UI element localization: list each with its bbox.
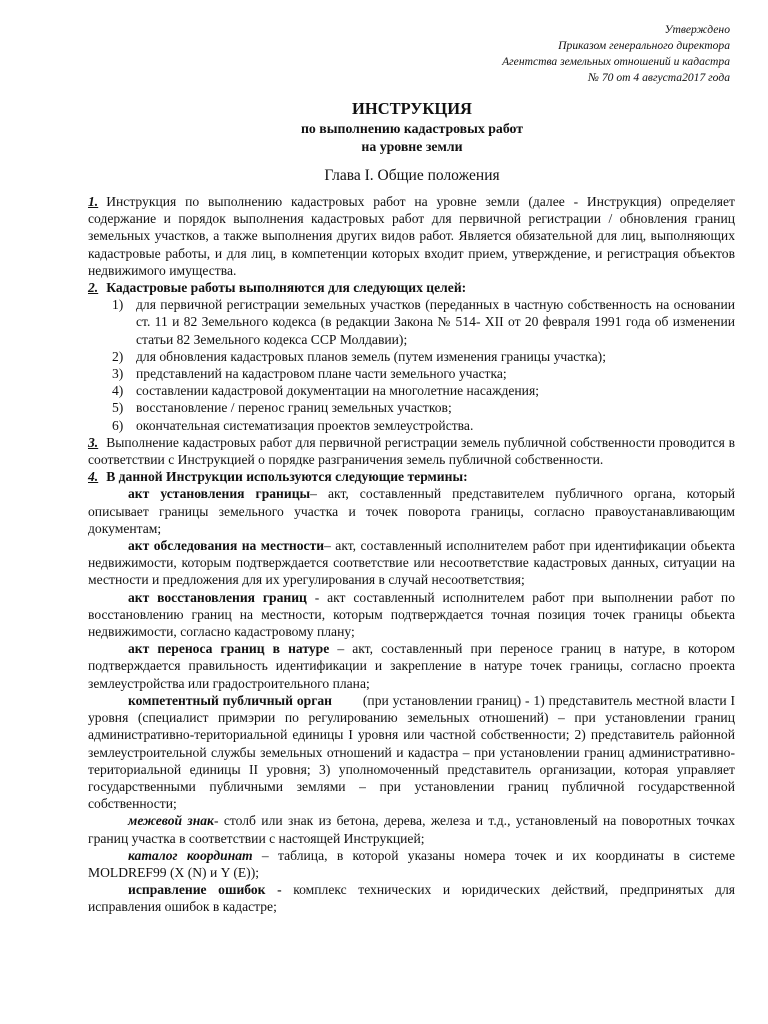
approval-stamp <box>400 22 730 86</box>
list-item <box>88 296 735 348</box>
document-title: ИНСТРУКЦИЯ <box>352 99 472 118</box>
term-definition <box>88 847 735 881</box>
list-item <box>88 399 735 416</box>
list-item-marker: 4) <box>112 383 124 399</box>
term-text: – таблица, в которой указаны номера точек и их координаты в системе MOLDREF99 (X (N) и Y (E)); <box>88 847 735 880</box>
term-text: – акт, составленный исполнителем работ при идентификации обьекта недвижимости, которым подтверждается соответствие или несоответствие кадастровых данных, ситуации на местности и предложения для их урегулирования в случай несоответствия; <box>88 538 735 588</box>
term-definition <box>88 537 735 589</box>
term-name: акт переноса границ в натуре <box>128 641 330 657</box>
paragraph-1-number: 1. <box>88 194 99 209</box>
term-definition <box>88 812 735 846</box>
term-name: акт обследования на местности <box>128 538 325 554</box>
paragraph-4 <box>88 468 735 485</box>
paragraph-3-number: 3. <box>88 434 99 450</box>
list-item-text: составлении кадастровой документации на многолетние насаждения; <box>136 383 539 399</box>
chapter-heading: Глава I. Общие положения <box>324 167 500 184</box>
list-item <box>88 382 735 399</box>
goals-list <box>88 296 735 434</box>
list-item-marker: 2) <box>112 348 124 364</box>
term-definition <box>88 692 739 812</box>
term-text: комплекс технических и юридических действий, предпринятых для исправления ошибок в кадастре; <box>88 882 735 915</box>
list-item-text: для обновления кадастровых планов земель (путем изменения границы участка); <box>136 348 606 364</box>
list-item-marker: 6) <box>112 417 124 433</box>
paragraph-3-text: Выполнение кадастровых работ для первичной регистрации земель публичной собственности проводится в соответствии с Инструкцией о порядке разграничения земель публичной собственности. <box>88 434 735 468</box>
term-name: каталог координат <box>128 847 253 863</box>
term-name: исправление ошибок - <box>128 882 282 898</box>
paragraph-1 <box>88 193 735 279</box>
document-subtitle-1: по выполнению кадастровых работ <box>300 121 524 136</box>
term-text: (при установлении границ) - 1) представитель местной власти I уровня (специалист примэрии по регулированию земельных отношений) – при установлении границ административно-териториальной единицы I уровня или частной собственности; 2) представитель районной землеустроительной службы земельных отношений и кадастра – при установлении границ административно-териториальной единицы II уровня; 3) уполномоченный представитель организации, которая управляет государственными публичными землями – при установлении границ публичной государственной собственности; <box>88 692 739 812</box>
list-item-marker: 5) <box>112 400 124 416</box>
term-definition <box>88 640 735 692</box>
term-text: - акт составленный исполнителем работ при выполнении работ по восстановлению границ на местности, которым подтверждается точная позиция точек границы обьекта недвижимости, согласно кадастровому плану; <box>88 589 736 640</box>
list-item <box>88 365 735 382</box>
term-name: межевой знак <box>128 813 214 829</box>
document-subtitle-2: на уровне земли <box>361 139 463 154</box>
list-item-marker: 3) <box>112 366 124 382</box>
term-definition <box>88 589 735 641</box>
term-text: – акт, составленный представителем публичного органа, который описывает границы земельного участка и точек поворота границы, согласно правоустанавливающим документам; <box>88 486 735 536</box>
term-text: - столб или знак из бетона, дерева, железа и т.д., установленый на поворотных точках границ участка в соответствии с настоящей Инструкцией; <box>88 813 735 846</box>
term-definition <box>88 485 735 537</box>
approval-line-3: Агентства земельных отношений и кадастра <box>502 55 730 68</box>
document-body <box>88 193 739 916</box>
paragraph-2-heading: Кадастровые работы выполняются для следующих целей: <box>106 280 467 296</box>
term-name: акт установления границы <box>128 486 311 502</box>
paragraph-1-text: Инструкция по выполнению кадастровых работ на уровне земли (далее - Инструкция) определяет содержание и порядок выполнения кадастровых работ для первичной регистрации / обновления границ земельных участков, а также выполнения других видов работ. Является обязательной для лиц, выполняющих кадастровые работы, и для лиц, в компетенции которых входит прием, утверждение, и регистрация объектов недвижимого имущества. <box>88 194 735 278</box>
list-item-text: для первичной регистрации земельных участков (переданных в частную собственность на основании ст. 11 и 82 Земельного кодекса (в редакции Закона № 514- XII от 20 февраля 1991 года об изменении статьи 82 Земельного кодекса ССР Молдавии); <box>136 297 735 347</box>
paragraph-4-number: 4. <box>88 469 99 485</box>
list-item-text: окончательная систематизация проектов землеустройства. <box>136 417 474 433</box>
list-item <box>88 417 735 434</box>
paragraph-2-number: 2. <box>88 280 99 296</box>
list-item-text: представлений на кадастровом плане части земельного участка; <box>136 366 507 382</box>
term-definition <box>88 881 735 915</box>
list-item <box>88 348 735 365</box>
paragraph-4-heading: В данной Инструкции используются следующие термины: <box>106 469 468 485</box>
list-item-text: восстановление / перенос границ земельных участков; <box>136 400 452 416</box>
list-item-marker: 1) <box>112 297 124 313</box>
paragraph-2 <box>88 279 735 296</box>
term-text: – акт, составленный при переносе границ в натуре, в котором подтверждается правильность идентификации и закрепление в натуре точек границы, согласно проекта землеустройства или градостроительного плана; <box>88 641 735 691</box>
term-name: компетентный публичный орган <box>128 692 333 708</box>
paragraph-3 <box>88 434 735 468</box>
approval-line-1: Утверждено <box>664 23 730 36</box>
term-name: акт восстановления границ <box>128 589 307 605</box>
approval-line-2: Приказом генерального директора <box>558 39 730 52</box>
approval-line-4: № 70 от 4 августа2017 года <box>588 71 730 84</box>
